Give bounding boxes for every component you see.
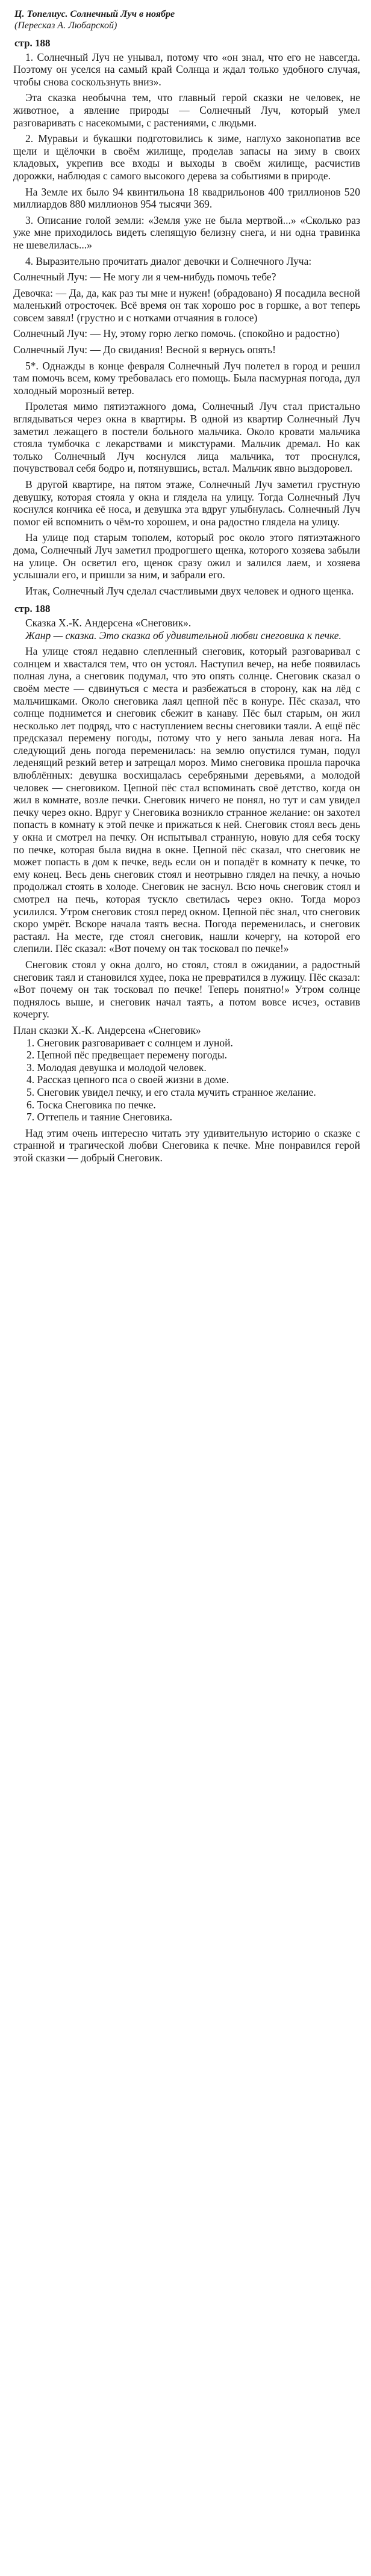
answer-paragraph: Жанр — сказка. Это сказка об удивительной любви снеговика к печке. [25, 629, 341, 641]
answer-paragraph: 1. Солнечный Луч не унывал, потому что «он знал, что его не навсегда. Поэтому он уселся на самый край Солнца и ждал только удобного случая, чтобы снова соскользнуть вниз». [13, 51, 360, 88]
answer-paragraph: На Земле их было 94 квинтильона 18 квадрильонов 400 триллионов 520 миллиардов 880 миллионов 954 тысячи 369. [13, 185, 360, 211]
answer-paragraph: На улице стоял недавно слепленный снеговик, который разговаривал с солнцем и хвастался тем, что он устоял. Наступил вечер, на небе появилась полная луна, а снеговик подумал, что это опять солнце. Снеговик сказал о своём месте — сдвинуться с места и разбежаться в сторону, как на лёд с мальчишками. Около снеговика лаял цепной пёс в конуре. Пёс сказал, что солнце поднимется и снеговик сбежит в канаву. Пёс был старым, он жил несколько лет подряд, что с наступлением весны снеговики таяли. А ещё пёс предсказал перемену погоды, потому что у него заныла левая нога. На следующий день погода переменилась: на землю опустился туман, подул леденящий резкий ветер и затрещал мороз. Мимо снеговика прошла парочка влюблённых: девушка восхищалась серебряными деревьями, а молодой человек — снеговиком. Цепной пёс стал вспоминать своё детство, когда он жил в комнате, возле печки. Снеговик ничего не понял, но тут и сам увидел печку через окно. Вдруг у Снеговика возникло странное желание: он захотел попасть в комнату к этой печке и прижаться к ней. Снеговик стоял весь день у окна и смотрел на печку. Он испытывал странную, новую для себя тоску по печке, которая была видна в окне. Цепной пёс сказал, что снеговик не может попасть в дом к печке, ведь если он и попадёт в комнату к печке, то ему конец. Весь день снеговик стоял и неотрывно глядел на печку, а ночью продолжал стоять в холоде. Снеговик не заснул. Всю ночь снеговик стоял и смотрел на печь, которая тускло светилась через окно. Тогда мороз усилился. Утром снеговик стоял перед окном. Цепной пёс знал, что снеговик скоро умрёт. Вскоре начала таять весна. Погода переменилась, и снеговик растаял. На месте, где стоял снеговик, нашли кочергу, на которой его слепили. Пёс сказал: «Вот почему он так тосковал по печке!» [13, 645, 360, 955]
plan-item: 1. Снеговик разговаривает с солнцем и луной. [26, 1036, 233, 1049]
answer-paragraph: Пролетая мимо пятиэтажного дома, Солнечный Луч стал пристально вглядываться через окна в квартиры. В одной из квартир Солнечный Луч заметил лежащего в постели больного мальчика. Около кровати мальчика стояла тумбочка с лекарствами и микстурами. Мальчик дремал. Но как только Солнечный Луч коснулся лица мальчика, тот проснулся, почувствовал себя бодро и, потянувшись, встал. Мальчик явно выздоровел. [13, 400, 360, 475]
answer-paragraph: 2. Муравьи и букашки подготовились к зиме, наглухо законопатив все щели и щёлочки в своём жилище, проделав запасы на зиму в своих кладовых, укрепив все входы и выходы в своём жилище, расчистив дорожки, наблюдая с самого высокого дерева за событиями в природе. [13, 132, 360, 182]
answer-paragraph: 4. Выразительно прочитать диалог девочки и Солнечного Луча: [25, 255, 312, 267]
answer-paragraph: Итак, Солнечный Луч сделал счастливыми двух человек и одного щенка. [25, 584, 354, 597]
plan-item: 2. Цепной пёс предвещает перемену погоды. [26, 1049, 228, 1061]
page-label-2: стр. 188 [14, 603, 51, 615]
plan-item: 3. Молодая девушка и молодой человек. [26, 1061, 207, 1073]
dialogue-line: Солнечный Луч: — Ну, этому горю легко помочь. (спокойно и радостно) [13, 327, 340, 340]
answer-paragraph: Снеговик стоял у окна долго, но стоял, стоял в ожидании, а радостный снеговик таял и становился худее, пока не превратился в лужицу. Пёс сказал: «Вот почему он так тосковал по печке! Теперь понятно!» Утром солнце поднялось выше, и снеговик начал таять, а потом вовсе исчез, оставив кочергу. [13, 958, 360, 1021]
plan-item: 6. Тоска Снеговика по печке. [26, 1098, 156, 1111]
dialogue-line: Солнечный Луч: — Не могу ли я чем-нибудь помочь тебе? [13, 271, 276, 283]
answer-paragraph: Эта сказка необычна тем, что главный герой сказки не человек, не животное, а явление природы — Солнечный Луч, который умел разговаривать с насекомыми, с растениями, с людьми. [13, 91, 360, 129]
dialogue-line: Девочка: — Да, да, как раз ты мне и нужен! (обрадовано) Я посадила весной маленький отросточек. Всё время он так хорошо рос в горшке, а вот теперь совсем завял! (грустно и с нотками отчаяния в голосе) [13, 286, 360, 324]
plan-item: 4. Рассказ цепного пса о своей жизни в доме. [26, 1073, 229, 1086]
story-title: Ц. Топелиус. Солнечный Луч в ноябре [14, 9, 175, 19]
answer-paragraph: Над этим очень интересно читать эту удивительную историю о сказке с странной и трагической любви Снеговика к печке. Мне понравился герой этой сказки — добрый Снеговик. [13, 1126, 360, 1164]
answer-paragraph: 5*. Однажды в конце февраля Солнечный Луч полетел в город и решил там помочь всем, кому требовалась его помощь. Была пасмурная погода, дул холодный морозный ветер. [13, 359, 360, 397]
answer-paragraph: 3. Описание голой земли: «Земля уже не была мертвой...» «Сколько раз уже мне приходилось видеть слепящую белизну снега, и ни одна травинка не шевелилась...» [13, 214, 360, 251]
page-label-1: стр. 188 [14, 37, 51, 49]
page-header [14, 8, 360, 31]
answer-paragraph: На улице под старым тополем, который рос около этого пятиэтажного дома, Солнечный Луч заметил продрогшего щенка, которого хозяева забыли на улице. Он осветил его, щенок сразу ожил и залился лаем, и хозяева услышали его, и пришли за ним, и забрали его. [13, 531, 360, 581]
plan-heading: План сказки Х.-К. Андерсена «Снеговик» [13, 1024, 201, 1036]
dialogue-line: Солнечный Луч: — До свидания! Весной я вернусь опять! [13, 344, 276, 356]
answer-paragraph: В другой квартире, на пятом этаже, Солнечный Луч заметил грустную девушку, которая стояла у окна и глядела на улицу. Тогда Солнечный Луч коснулся кончика её носа, и девушка эта вдруг улыбнулась. Солнечный Луч помог ей вспомнить о чём-то хорошем, и она радостно глядела на улицу. [13, 478, 360, 528]
plan-item: 7. Оттепель и таяние Снеговика. [26, 1111, 173, 1123]
plan-item: 5. Снеговик увидел печку, и его стала мучить странное желание. [26, 1086, 316, 1098]
answer-paragraph: Сказка Х.-К. Андерсена «Снеговик». [25, 616, 192, 629]
story-subtitle: (Пересказ А. Любарской) [14, 20, 117, 31]
